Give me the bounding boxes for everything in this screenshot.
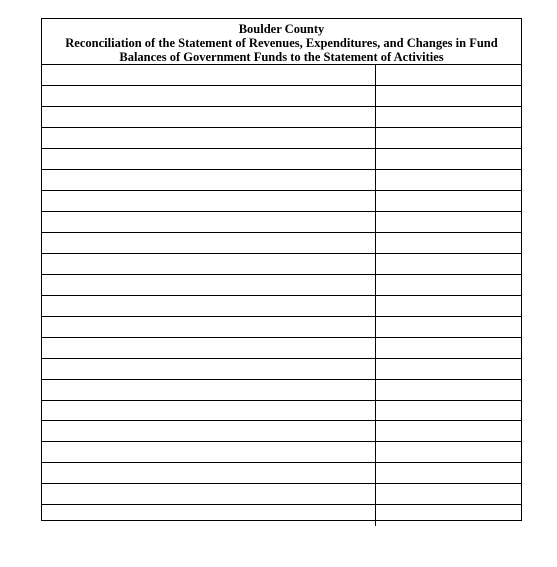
amount-cell[interactable]	[375, 337, 521, 358]
description-cell[interactable]	[42, 442, 375, 463]
table-row	[42, 421, 521, 442]
amount-cell[interactable]	[375, 191, 521, 212]
amount-cell[interactable]	[375, 379, 521, 400]
table-row	[42, 107, 521, 128]
amount-cell[interactable]	[375, 274, 521, 295]
title-line-1: Reconciliation of the Statement of Revenues, Expenditures, and Changes in Fund	[65, 36, 498, 50]
table-row	[42, 128, 521, 149]
description-cell[interactable]	[42, 400, 375, 421]
amount-cell[interactable]	[375, 505, 521, 526]
description-cell[interactable]	[42, 274, 375, 295]
amount-cell[interactable]	[375, 316, 521, 337]
description-cell[interactable]	[42, 149, 375, 170]
amount-cell[interactable]	[375, 86, 521, 107]
description-cell[interactable]	[42, 86, 375, 107]
table-row	[42, 463, 521, 484]
table-row	[42, 274, 521, 295]
table-row	[42, 337, 521, 358]
table-row	[42, 191, 521, 212]
description-cell[interactable]	[42, 484, 375, 505]
description-cell[interactable]	[42, 337, 375, 358]
amount-cell[interactable]	[375, 484, 521, 505]
description-cell[interactable]	[42, 316, 375, 337]
worksheet-header	[42, 19, 521, 65]
amount-cell[interactable]	[375, 128, 521, 149]
reconciliation-table	[42, 65, 521, 526]
table-row	[42, 149, 521, 170]
description-cell[interactable]	[42, 463, 375, 484]
amount-cell[interactable]	[375, 295, 521, 316]
amount-cell[interactable]	[375, 400, 521, 421]
title-line-2: Balances of Government Funds to the Statement of Activities	[119, 50, 444, 64]
table-row	[42, 212, 521, 233]
description-cell[interactable]	[42, 212, 375, 233]
table-row	[42, 505, 521, 526]
table-row	[42, 295, 521, 316]
table-row	[42, 233, 521, 254]
description-cell[interactable]	[42, 295, 375, 316]
description-cell[interactable]	[42, 170, 375, 191]
table-row	[42, 379, 521, 400]
description-cell[interactable]	[42, 65, 375, 86]
reconciliation-worksheet	[41, 18, 522, 521]
description-cell[interactable]	[42, 107, 375, 128]
description-cell[interactable]	[42, 358, 375, 379]
table-row	[42, 253, 521, 274]
amount-cell[interactable]	[375, 253, 521, 274]
table-row	[42, 442, 521, 463]
table-row	[42, 65, 521, 86]
description-cell[interactable]	[42, 253, 375, 274]
description-cell[interactable]	[42, 233, 375, 254]
amount-cell[interactable]	[375, 442, 521, 463]
table-row	[42, 316, 521, 337]
table-row	[42, 484, 521, 505]
county-name: Boulder County	[238, 22, 325, 36]
amount-cell[interactable]	[375, 170, 521, 191]
description-cell[interactable]	[42, 421, 375, 442]
amount-cell[interactable]	[375, 65, 521, 86]
description-cell[interactable]	[42, 379, 375, 400]
table-row	[42, 400, 521, 421]
amount-cell[interactable]	[375, 463, 521, 484]
amount-cell[interactable]	[375, 358, 521, 379]
amount-cell[interactable]	[375, 212, 521, 233]
table-row	[42, 86, 521, 107]
table-row	[42, 358, 521, 379]
amount-cell[interactable]	[375, 149, 521, 170]
amount-cell[interactable]	[375, 233, 521, 254]
description-cell[interactable]	[42, 191, 375, 212]
description-cell[interactable]	[42, 505, 375, 526]
description-cell[interactable]	[42, 128, 375, 149]
table-body	[42, 65, 521, 526]
amount-cell[interactable]	[375, 421, 521, 442]
amount-cell[interactable]	[375, 107, 521, 128]
table-row	[42, 170, 521, 191]
